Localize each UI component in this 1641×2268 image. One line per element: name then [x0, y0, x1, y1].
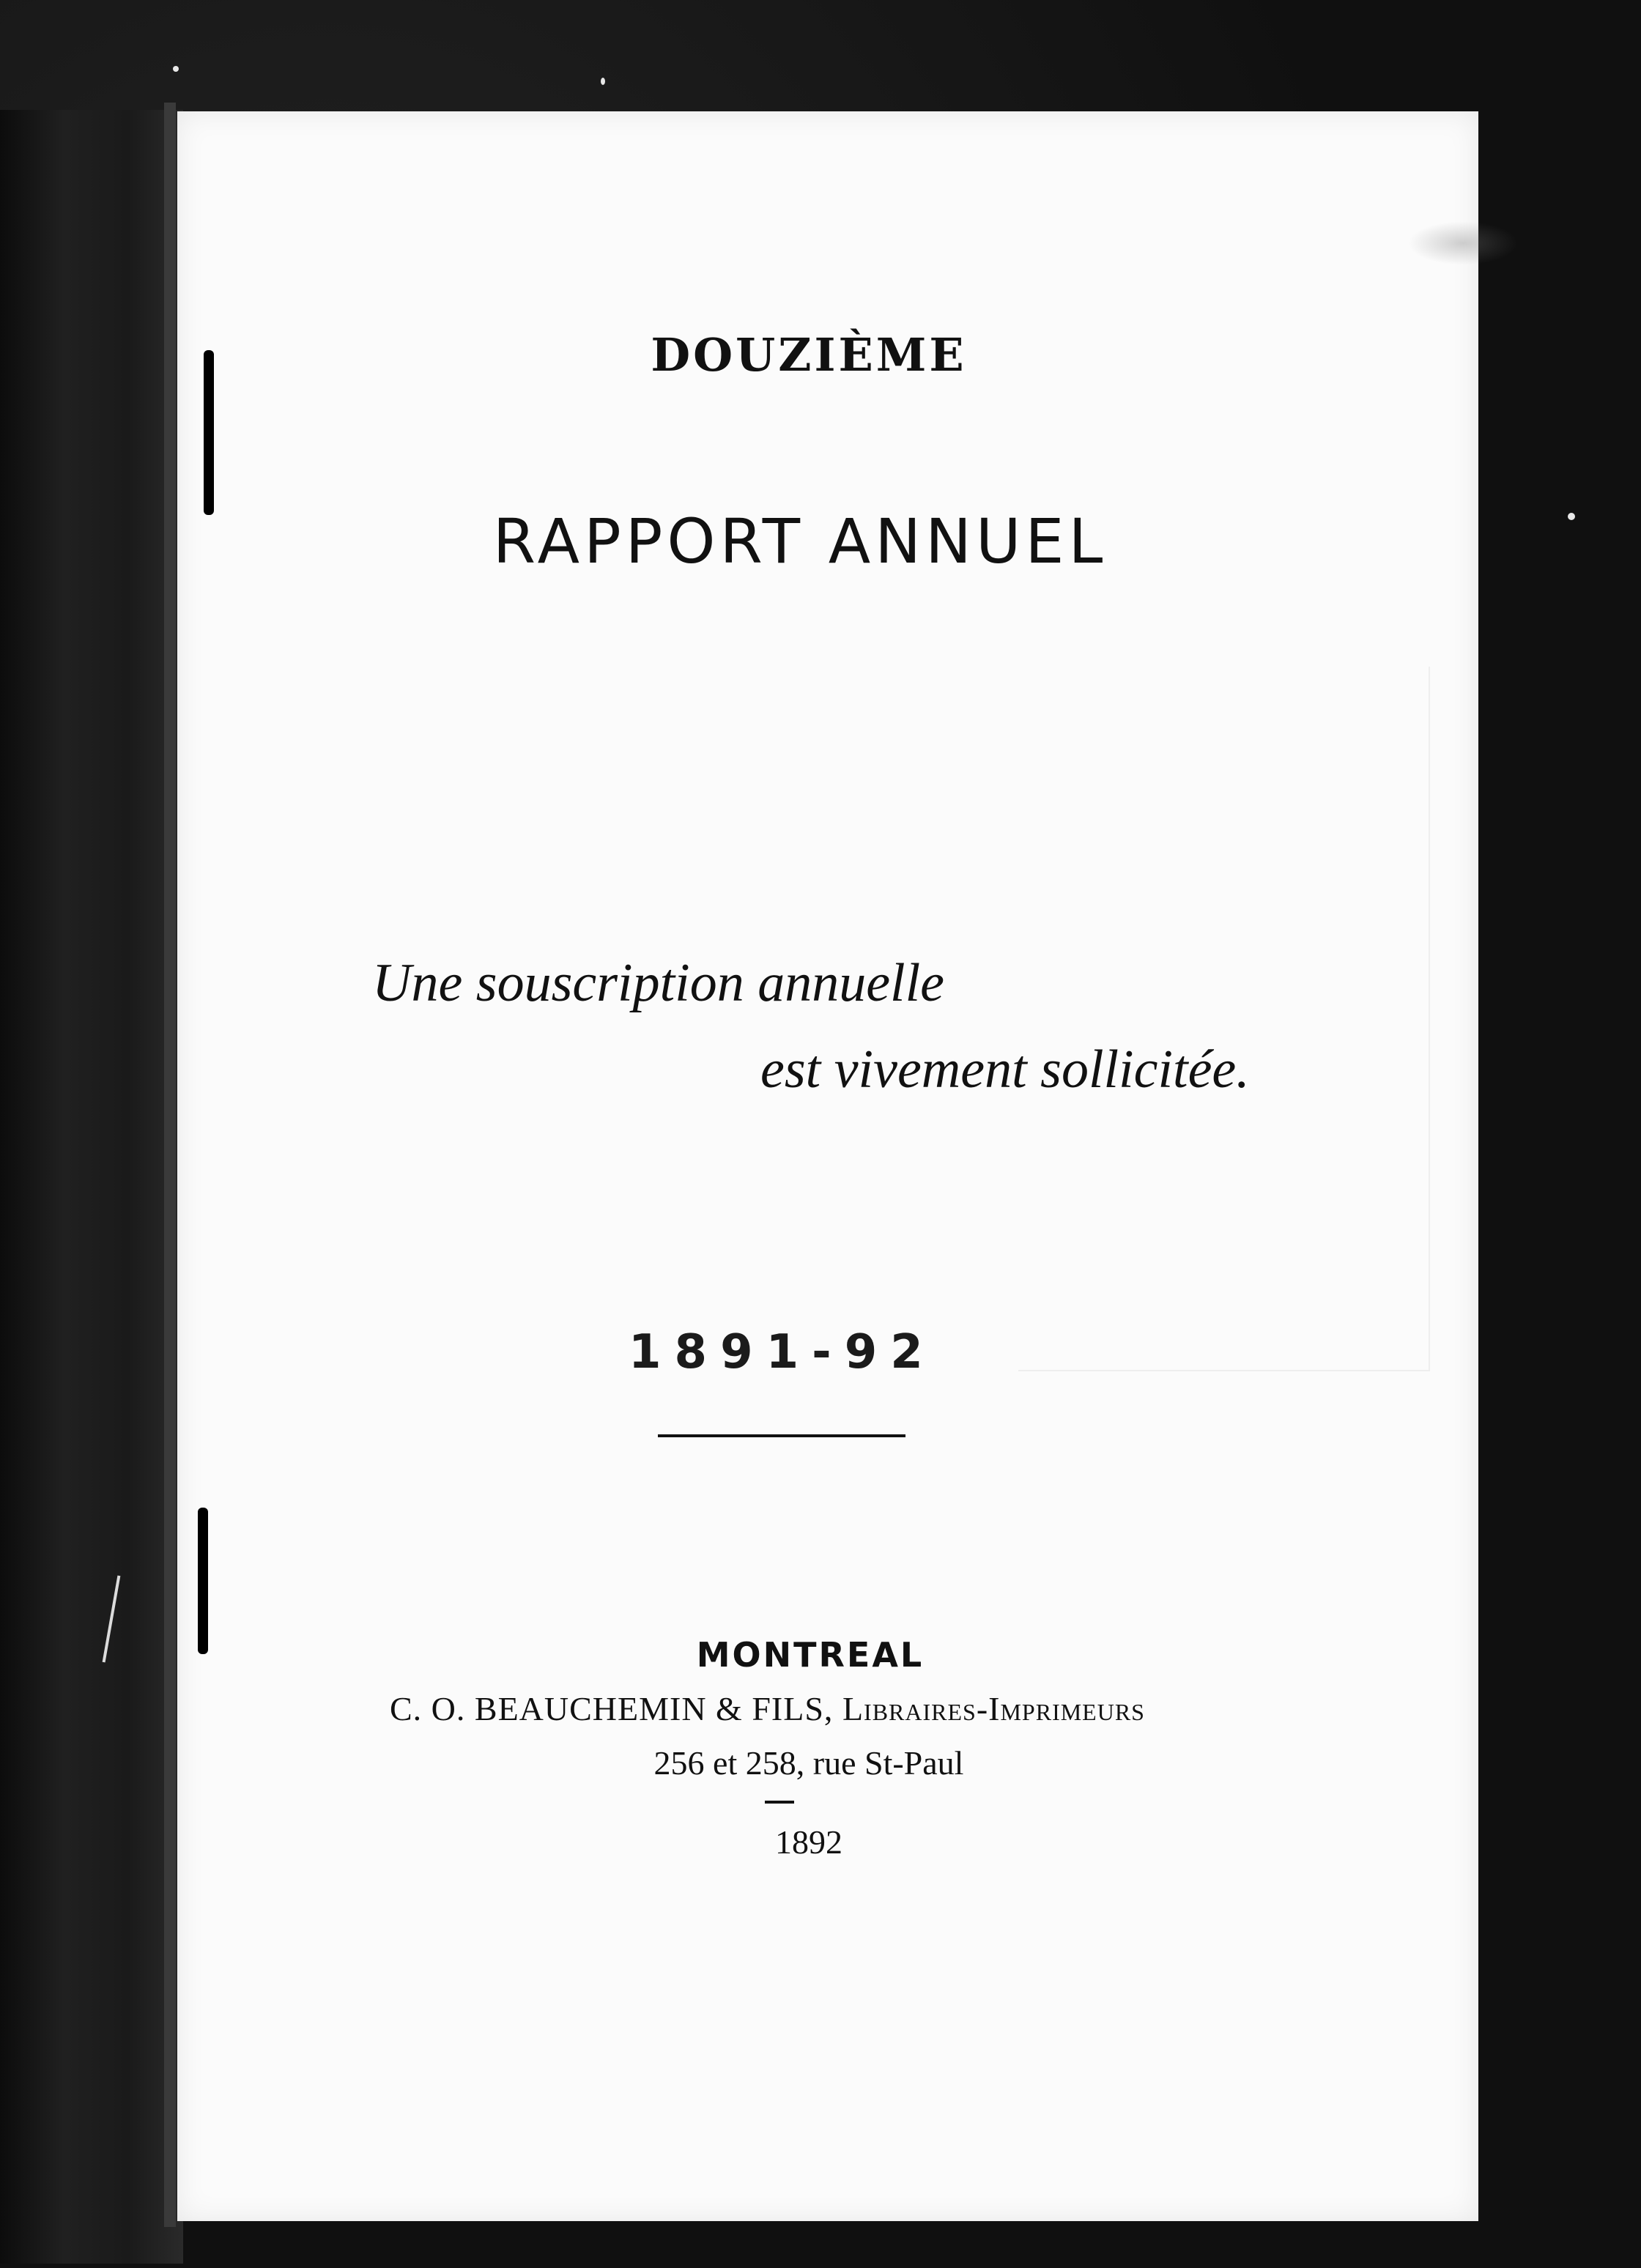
spine-edge — [164, 103, 176, 2227]
imprint-year: 1892 — [775, 1823, 842, 1861]
cropped-year-range: 1891-92 — [629, 1325, 936, 1379]
imprint-publisher — [390, 1689, 1145, 1728]
ordinal-heading: DOUZIÈME — [651, 328, 967, 382]
binding-mark-bottom — [198, 1508, 208, 1654]
dust-speck — [1568, 513, 1575, 520]
publisher-trade: Libraires-Imprimeurs — [842, 1690, 1145, 1727]
imprint-address: 256 et 258, rue St-Paul — [653, 1744, 964, 1782]
bleed-through-frame — [1018, 667, 1430, 1371]
appeal-line-1: Une souscription annuelle — [372, 953, 945, 1013]
horizontal-rule — [658, 1434, 905, 1437]
short-rule — [765, 1801, 794, 1804]
book-spine — [0, 110, 183, 2264]
imprint-place: MONTREAL — [696, 1635, 925, 1675]
dust-speck — [601, 78, 605, 85]
dust-speck — [173, 66, 179, 72]
appeal-line-2: est vivement sollicitée. — [760, 1040, 1250, 1100]
report-title: RAPPORT ANNUEL — [492, 505, 1108, 577]
page-stain — [1408, 221, 1518, 265]
publisher-name: C. O. BEAUCHEMIN & FILS, — [390, 1690, 834, 1727]
